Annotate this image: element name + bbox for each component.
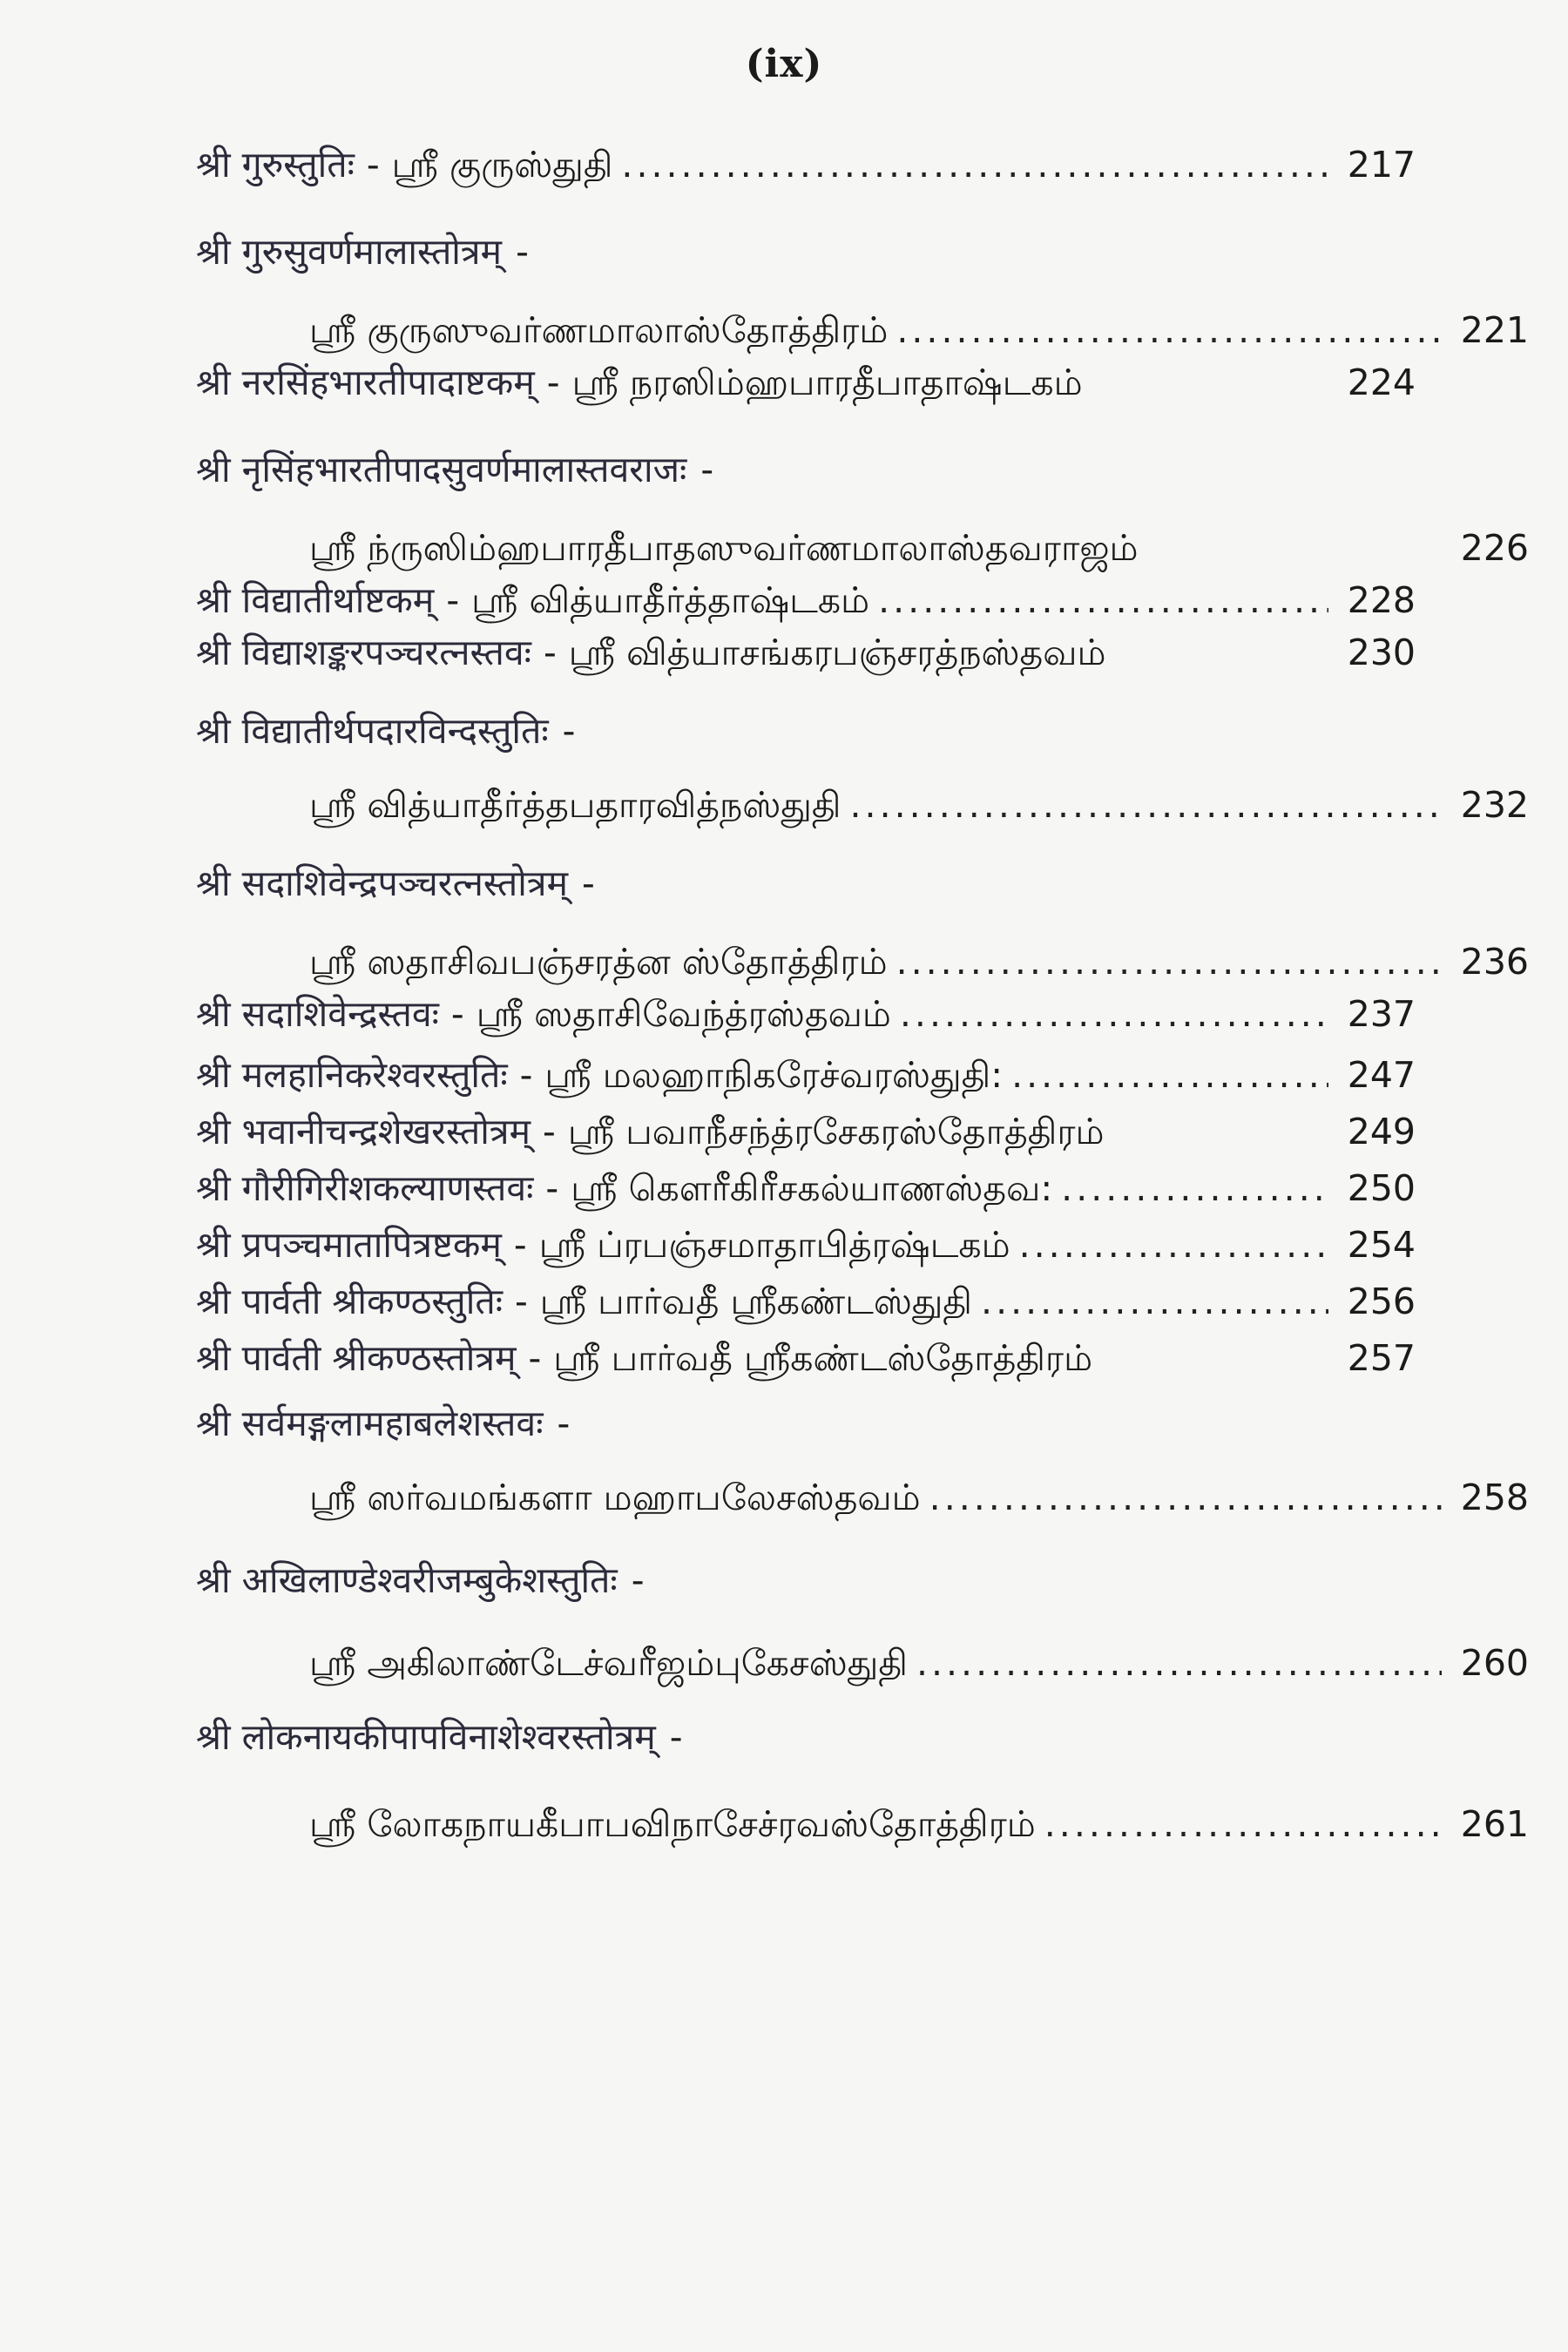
- page-number: (ix): [745, 42, 823, 86]
- dash-separator: -: [528, 1337, 542, 1379]
- page-ref: 224: [1347, 362, 1416, 403]
- dot-leader: [850, 784, 1443, 827]
- page-ref: 236: [1460, 941, 1529, 983]
- dot-leader: [916, 1642, 1442, 1685]
- dot-leader: [896, 309, 1442, 352]
- sanskrit-title: श्री विद्याशङ्करपञ्चरत्नस्तवः: [196, 632, 531, 673]
- dash-separator: -: [582, 862, 595, 904]
- sanskrit-title: श्री सदाशिवेन्द्रस्तवः: [196, 993, 439, 1035]
- toc-entry: [196, 632, 1416, 674]
- sanskrit-title: श्री अखिलाण्डेश्वरीजम्बुकेशस्तुतिः: [196, 1559, 618, 1601]
- dash-separator: -: [562, 710, 576, 752]
- sanskrit-title: श्री गुरुस्तुतिः: [196, 144, 355, 186]
- tamil-title: ஸ்ரீ பார்வதீ ஸ்ரீகண்டஸ்துதி: [539, 1281, 973, 1322]
- sanskrit-title: श्री लोकनायकीपापविनाशेश्वरस्तोत्रम्: [196, 1716, 656, 1758]
- tamil-title: ஸ்ரீ ஸதாசிவேந்த்ரஸ்தவம்: [476, 993, 891, 1035]
- tamil-title: ஸ்ரீ மலஹாநிகரேச்வரஸ்துதி:: [544, 1054, 1004, 1096]
- dot-leader: [929, 1477, 1442, 1519]
- toc-entry: [196, 784, 1529, 827]
- dash-separator: -: [446, 579, 460, 621]
- toc-entry: [196, 993, 1416, 1036]
- sanskrit-title: श्री भवानीचन्द्रशेखरस्तोत्रम्: [196, 1111, 531, 1152]
- toc-entry: [196, 1281, 1416, 1323]
- dot-leader: [621, 144, 1328, 186]
- tamil-title: ஸ்ரீ ந்ருஸிம்ஹபாரதீபாதஸுவர்ணமாலாஸ்தவராஜம்: [309, 527, 1139, 569]
- tamil-title: ஸ்ரீ அகிலாண்டேச்வரீஜம்புகேசஸ்துதி: [309, 1642, 908, 1684]
- sanskrit-title: श्री प्रपञ्चमातापित्रष्टकम्: [196, 1224, 502, 1266]
- tamil-title: ஸ்ரீ வித்யாதீர்த்தபதாரவித்நஸ்துதி: [309, 784, 841, 826]
- dot-leader: [1019, 1224, 1328, 1267]
- dash-separator: -: [669, 1716, 683, 1758]
- dash-separator: -: [546, 362, 560, 403]
- dash-separator: -: [516, 231, 529, 273]
- toc-entry: [196, 527, 1529, 570]
- toc-entry: [196, 1642, 1529, 1685]
- toc-entry: [196, 1167, 1416, 1210]
- sanskrit-title: श्री मलहानिकरेश्वरस्तुतिः: [196, 1054, 508, 1096]
- dash-separator: -: [545, 1167, 559, 1209]
- dash-separator: -: [519, 1054, 533, 1096]
- sanskrit-title: श्री विद्यातीर्थाष्टकम्: [196, 579, 435, 621]
- tamil-title: ஸ்ரீ குருஸுவர்ணமாலாஸ்தோத்திரம்: [309, 309, 889, 351]
- toc-entry: [196, 579, 1416, 622]
- toc-entry: [196, 1337, 1416, 1380]
- toc-entry: [196, 941, 1529, 983]
- toc-entry: [196, 1716, 683, 1759]
- dash-separator: -: [700, 449, 714, 490]
- toc-entry: [196, 1559, 645, 1602]
- page-ref: 247: [1347, 1054, 1416, 1096]
- toc-entry: [196, 862, 595, 905]
- dash-separator: -: [557, 1402, 571, 1444]
- sanskrit-title: श्री सदाशिवेन्द्रपञ्चरत्नस्तोत्रम्: [196, 862, 569, 904]
- tamil-title: ஸ்ரீ கௌரீகிரீசகல்யாணஸ்தவ:: [571, 1167, 1053, 1209]
- tamil-title: ஸ்ரீ நரஸிம்ஹபாரதீபாதாஷ்டகம்: [571, 362, 1083, 403]
- dash-separator: -: [366, 144, 380, 186]
- dash-separator: -: [513, 1224, 527, 1266]
- dash-separator: -: [631, 1559, 645, 1601]
- dot-leader: [900, 993, 1328, 1036]
- dot-leader: [981, 1281, 1328, 1323]
- tamil-title: ஸ்ரீ லோகநாயகீபாபவிநாசேச்ரவஸ்தோத்திரம்: [309, 1803, 1036, 1845]
- page-ref: 254: [1347, 1224, 1416, 1266]
- toc-entry: [196, 1054, 1416, 1097]
- page-ref: 258: [1460, 1477, 1529, 1518]
- page-ref: 256: [1347, 1281, 1416, 1322]
- dot-leader: [1061, 1167, 1328, 1210]
- dash-separator: -: [450, 993, 464, 1035]
- page-ref: 230: [1347, 632, 1416, 673]
- tamil-title: ஸ்ரீ வித்யாதீர்த்தாஷ்டகம்: [471, 579, 870, 621]
- page-ref: 226: [1460, 527, 1529, 569]
- dash-separator: -: [514, 1281, 528, 1322]
- sanskrit-title: श्री नरसिंहभारतीपादाष्टकम्: [196, 362, 535, 403]
- dot-leader: [1044, 1803, 1442, 1846]
- dot-leader: [878, 579, 1328, 622]
- toc-entry: [196, 710, 575, 753]
- sanskrit-title: श्री गौरीगिरीशकल्याणस्तवः: [196, 1167, 534, 1209]
- page-ref: 249: [1347, 1111, 1416, 1152]
- tamil-title: ஸ்ரீ பார்வதீ ஸ்ரீகண்டஸ்தோத்திரம்: [553, 1337, 1093, 1379]
- dot-leader: [896, 941, 1442, 983]
- toc-entry: [196, 449, 713, 491]
- dot-leader: [1011, 1054, 1328, 1097]
- toc-entry: [196, 1803, 1529, 1846]
- page-ref: 232: [1460, 784, 1529, 826]
- sanskrit-title: श्री नृसिंहभारतीपादसुवर्णमालास्तवराजः: [196, 449, 687, 490]
- tamil-title: ஸ்ரீ பவாநீசந்த்ரசேகரஸ்தோத்திரம்: [567, 1111, 1105, 1152]
- tamil-title: ஸ்ரீ வித்யாசங்கரபஞ்சரத்நஸ்தவம்: [568, 632, 1106, 673]
- toc-entry: [196, 1477, 1529, 1519]
- page-ref: 257: [1347, 1337, 1416, 1379]
- sanskrit-title: श्री पार्वती श्रीकण्ठस्तुतिः: [196, 1281, 503, 1322]
- toc-entry: [196, 231, 529, 274]
- toc-entry: [196, 1111, 1416, 1153]
- page-ref: 261: [1460, 1803, 1529, 1845]
- toc-entry: [196, 309, 1529, 352]
- page-ref: 217: [1347, 144, 1416, 186]
- dash-separator: -: [543, 1111, 556, 1152]
- toc-entry: [196, 1224, 1416, 1267]
- page-ref: 250: [1347, 1167, 1416, 1209]
- tamil-title: ஸ்ரீ குருஸ்துதி: [391, 144, 613, 186]
- tamil-title: ஸ்ரீ ப்ரபஞ்சமாதாபித்ரஷ்டகம்: [538, 1224, 1010, 1266]
- page-ref: 221: [1460, 309, 1529, 351]
- page-ref: 228: [1347, 579, 1416, 621]
- page-ref: 237: [1347, 993, 1416, 1035]
- sanskrit-title: श्री पार्वती श्रीकण्ठस्तोत्रम्: [196, 1337, 517, 1379]
- tamil-title: ஸ்ரீ ஸதாசிவபஞ்சரத்ன ஸ்தோத்திரம்: [309, 941, 888, 983]
- toc-entry: [196, 1402, 570, 1445]
- toc-entry: [196, 144, 1416, 186]
- sanskrit-title: श्री विद्यातीर्थपदारविन्दस्तुतिः: [196, 710, 549, 752]
- sanskrit-title: श्री सर्वमङ्गलामहाबलेशस्तवः: [196, 1402, 544, 1444]
- sanskrit-title: श्री गुरुसुवर्णमालास्तोत्रम्: [196, 231, 503, 273]
- page-ref: 260: [1460, 1642, 1529, 1684]
- tamil-title: ஸ்ரீ ஸர்வமங்களா மஹாபலேசஸ்தவம்: [309, 1477, 921, 1518]
- dash-separator: -: [543, 632, 557, 673]
- toc-entry: [196, 362, 1416, 404]
